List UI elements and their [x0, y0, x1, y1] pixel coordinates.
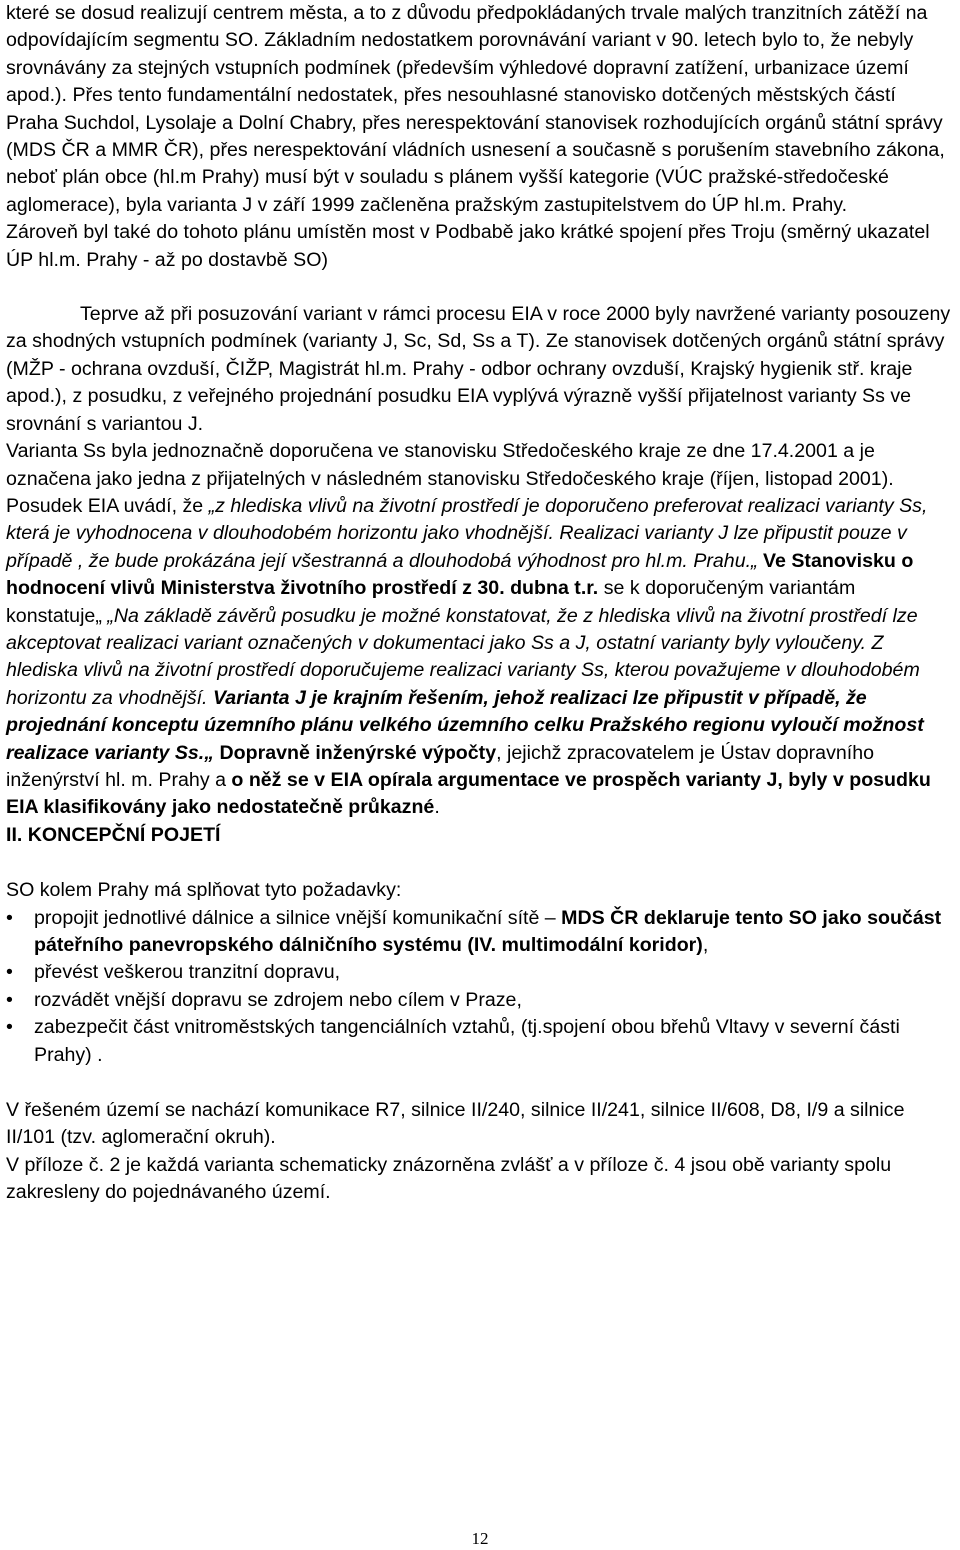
ministry-statement-quote: „Na základě závěrů posudku je možné konstatovat, že z hlediska vlivů na životní prostředí lze akceptovat realizaci variant označených v dokumentaci jako Ss a J, ostatní varianty byly vyloučeny. Z hlediska vlivů na životní prostředí doporučujeme realizaci varianty Ss, kterou považujeme v dlouhodobém horizontu za vhodnější. [6, 604, 920, 709]
paragraph-eia-text: Teprve až při posuzování variant v rámci procesu EIA v roce 2000 byly navržené varianty posouzeny za shodných vstupních podmínek (varianty J, Sc, Sd, Ss a T). Ze stanovisek dotčených orgánů státní správy (MŽP - ochrana ovzduší, ČIŽP, Magistrát hl.m. Prahy - odbor ochrany ovzduší, Krajský hygienik stř. kraje apod.), z posudku, z veřejného projednání posudku EIA vyplývá výrazně vyšší přijatelnost varianty Ss ve srovnání s variantou J. [6, 303, 951, 435]
list-item-comma: , [702, 934, 709, 956]
list-item [6, 905, 952, 960]
list-item-emphasis: MDS ČR deklaruje tento SO jako součást páteřního panevropského dálničního systému (IV. multimodální koridor) [34, 906, 942, 956]
page-number: 12 [471, 1529, 489, 1548]
requirements-intro: SO kolem Prahy má splňovat tyto požadavky: [6, 879, 402, 902]
list-item-text: rozvádět vnější dopravu se zdrojem nebo cílem v Praze, [34, 988, 522, 1011]
eia-assessment-intro: Posudek EIA uvádí, že [6, 494, 209, 517]
list-item [6, 1014, 952, 1069]
traffic-calculations-conclusion: o něž se v EIA opírala argumentace ve prospěch varianty J, byly v posudku EIA klasifikovány jako nedostatečně průkazné [6, 768, 931, 819]
paragraph-eia [6, 301, 952, 822]
requirements-list [6, 905, 952, 1069]
document-page [6, 0, 952, 1207]
traffic-calculations-text: , jejichž zpracovatelem je Ústav dopravního inženýrství hl. m. Prahy a [6, 741, 875, 791]
period: . [434, 796, 440, 819]
bullet-icon: • [6, 1016, 13, 1039]
list-item-text: zabezpečit část vnitroměstských tangenciálních vztahů, (tj.spojení obou břehů Vltavy v severní části Prahy) . [34, 1016, 900, 1066]
list-item-text: propojit jednotlivé dálnice a silnice vnější komunikační sítě – [34, 906, 562, 929]
paragraph-roads-text: V řešeném území se nachází komunikace R7, silnice II/240, silnice II/241, silnice II/608, D8, I/9 a silnice II/101 (tzv. aglomerační okruh). [6, 1099, 905, 1149]
paragraph-history-bridge: Zároveň byl také do tohoto plánu umístěn most v Podbabě jako krátké spojení přes Troju (směrný ukazatel ÚP hl.m. Prahy - až po dostavbě SO) [6, 221, 930, 271]
ministry-statement-emphasis: Varianta J je krajním řešením, jehož realizaci lze připustit v případě, že projednání konceptu územního plánu velkého územního celku Pražského regionu vyloučí možnost realizace varianty Ss.„ [6, 686, 924, 764]
section-heading: II. KONCEPČNÍ POJETÍ [6, 823, 221, 846]
ministry-statement-title: Ve Stanovisku o hodnocení vlivů Ministerstva životního prostředí z 30. dubna t.r. [6, 549, 914, 600]
list-item-text: převést veškerou tranzitní dopravu, [34, 961, 341, 984]
paragraph-history-text: které se dosud realizují centrem města, a to z důvodu předpokládaných trvale malých tranzitních zátěží na odpovídajícím segmentu SO. Základním nedostatkem porovnávání variant v 90. letech bylo to, že nebyly srovnávány za stejných vstupních podmínek (především výhledové dopravní zatížení, urbanizace území apod.). Přes tento fundamentální nedostatek, přes nesouhlasné stanovisko dotčených městských částí Praha Suchdol, Lysolaje a Dolní Chabry, přes nerespektování stanovisek rozhodujících orgánů státní správy (MDS ČR a MMR ČR), přes nerespektování vládních usnesení a současně s porušením stavebního zákona, neboť plán obce (hl.m Prahy) musí být v souladu s plánem vyšší kategorie (VÚC pražské-středočeské aglomerace), byla varianta J v září 1999 začleněna pražským zastupitelstvem do ÚP hl.m. Prahy. [6, 2, 945, 216]
eia-assessment-quote: „z hlediska vlivů na životní prostředí je doporučeno preferovat realizaci varianty Ss, která je vyhodnocena v dlouhodobém horizontu jako vhodnější. Realizaci varianty J lze připustit pouze v případě , že bude prokázána její všestranná a dlouhodobá výhodnost pro hl.m. Prahu.„ [6, 494, 928, 572]
paragraph-history [6, 0, 952, 274]
list-item [6, 959, 952, 986]
ministry-statement-intro: se k doporučeným variantám konstatuje„ [6, 577, 856, 627]
bullet-icon: • [6, 988, 13, 1011]
paragraph-appendix-text: V příloze č. 2 je každá varianta schematicky znázorněna zvlášť a v příloze č. 4 jsou obě varianty spolu zakresleny do pojednávaného území. [6, 1153, 892, 1204]
paragraph-roads [6, 1097, 952, 1207]
paragraph-eia-region: Varianta Ss byla jednoznačně doporučena ve stanovisku Středočeského kraje ze dne 17.4.2001 a je označena jako jedna z přijatelných v následném stanovisku Středočeského kraje (říjen, listopad 2001). [6, 440, 894, 490]
bullet-icon: • [6, 961, 13, 984]
bullet-icon: • [6, 906, 13, 929]
list-item [6, 987, 952, 1014]
traffic-calculations-label: Dopravně inženýrské výpočty [219, 741, 497, 764]
